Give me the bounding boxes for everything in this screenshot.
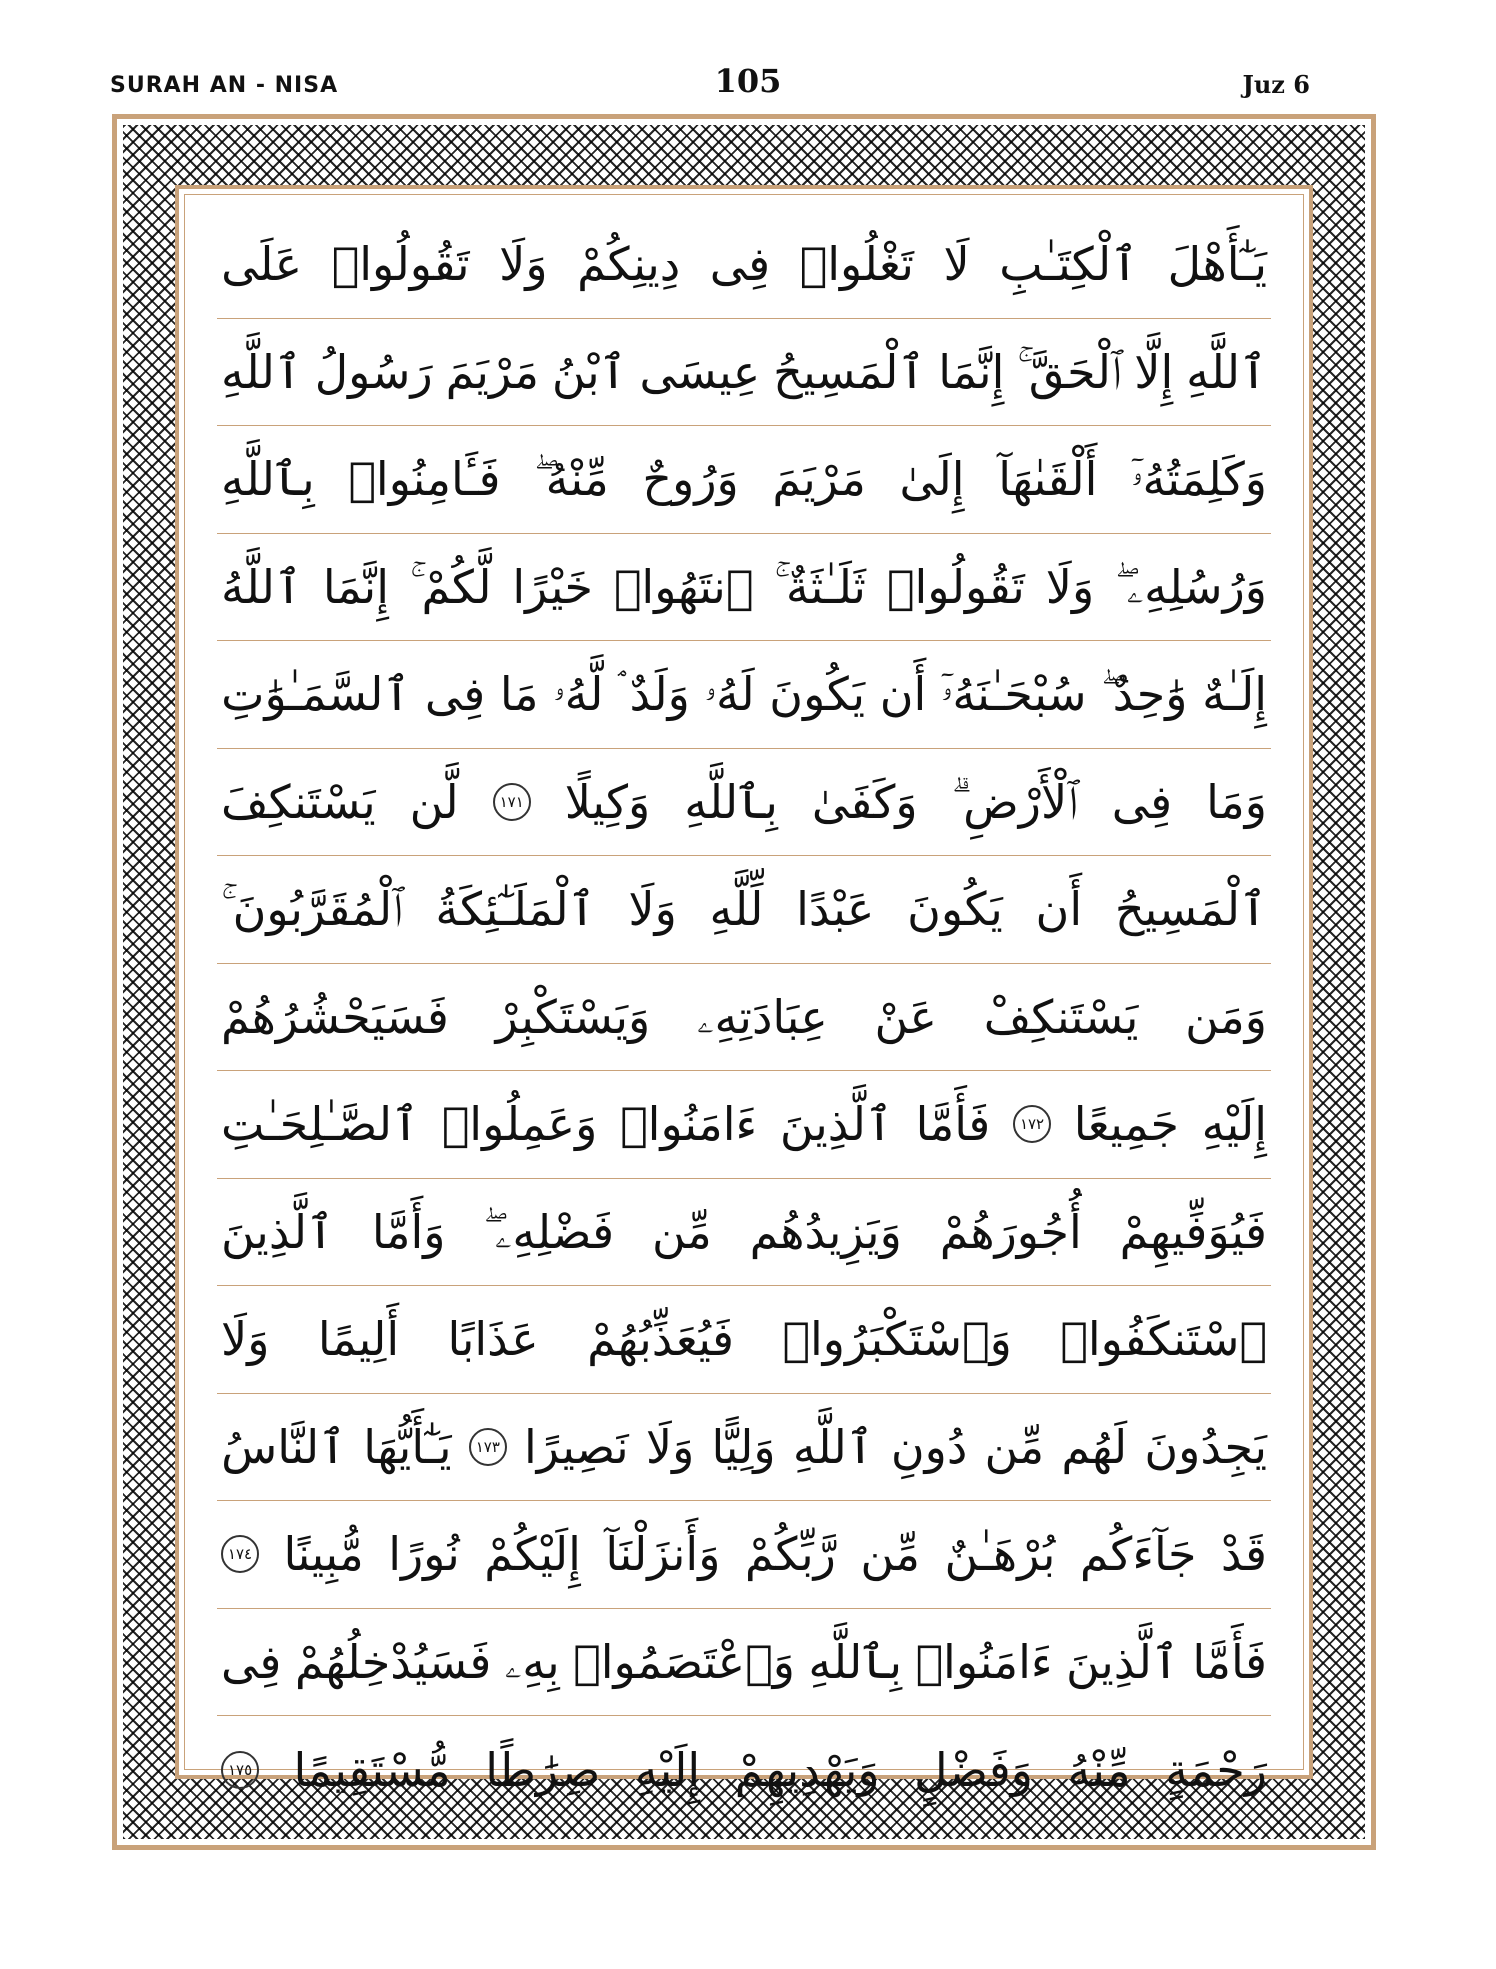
word: وَكِيلًا: [564, 774, 651, 829]
word: أَن: [1035, 882, 1083, 937]
word: عَبْدًا: [796, 882, 875, 937]
word: صِرَٰطًا: [485, 1742, 601, 1797]
word: وَأَمَّا: [371, 1204, 446, 1259]
word: رَّبِّكُمْ: [744, 1527, 836, 1582]
ayah-number-marker: ١٧١: [493, 783, 531, 821]
word: ٱلْمَلَـٰٓئِكَةُ: [435, 882, 596, 937]
text-line: [217, 856, 1271, 964]
word: تَقُولُوا۟: [886, 559, 1025, 614]
word: بِهِۦ: [504, 1634, 560, 1689]
word: وَٱسْتَكْبَرُوا۟: [782, 1312, 1012, 1367]
word: دُونِ: [890, 1419, 968, 1474]
text-line: [217, 749, 1271, 857]
word: ٱلَّذِينَ: [221, 1204, 334, 1259]
word: وَرُوحٌ: [642, 452, 739, 507]
word: يَكُونَ: [769, 667, 866, 722]
word: فَسَيُدْخِلُهُمْ: [294, 1634, 492, 1689]
word: فَأَمَّا: [1192, 1634, 1267, 1689]
word: لَّكُمْ ۚ: [409, 559, 492, 614]
text-line: [217, 641, 1271, 749]
text-line: [217, 319, 1271, 427]
text-line: [217, 1609, 1271, 1717]
word: مُّسْتَقِيمًا: [293, 1742, 451, 1797]
word: ٱلصَّـٰلِحَـٰتِ: [221, 1097, 419, 1152]
word: ٱنتَهُوا۟: [613, 559, 754, 614]
word: وَرُسُلِهِۦ ۖ: [1115, 559, 1267, 614]
word: مِّن: [652, 1204, 712, 1259]
word: يَكُونَ: [907, 882, 1003, 937]
page-number: 105: [714, 62, 782, 100]
word: وَيَسْتَكْبِرْ: [495, 989, 651, 1044]
word: مَرْيَمَ: [445, 344, 539, 399]
word: فَسَيَحْشُرُهُمْ: [221, 989, 449, 1044]
word: مُّبِينًا: [283, 1527, 364, 1582]
word: تَغْلُوا۟: [799, 237, 914, 292]
word: ٱللَّهِ: [1186, 344, 1267, 399]
juz-label: Juz 6: [1242, 70, 1310, 99]
word: خَيْرًا: [512, 559, 593, 614]
word: وَعَمِلُوا۟: [441, 1097, 598, 1152]
word: يَـٰٓأَيُّهَا: [363, 1419, 452, 1474]
word: ٱسْتَنكَفُوا۟: [1060, 1312, 1267, 1367]
word: نُورًا: [388, 1527, 460, 1582]
word: عِبَادَتِهِۦ: [697, 989, 828, 1044]
word: نَصِيرًا: [523, 1419, 629, 1474]
word: وَمَن: [1185, 989, 1267, 1044]
text-panel: [175, 185, 1313, 1797]
word: ٱلْأَرْضِ ۗ: [951, 774, 1078, 829]
word: ٱلْمُقَرَّبُونَ ۚ: [221, 882, 403, 937]
word: وَلَدٌ ۘ: [617, 667, 690, 722]
word: وَلَا: [1045, 559, 1095, 614]
word: فَيُوَفِّيهِمْ: [1119, 1204, 1267, 1259]
word: جَمِيعًا: [1073, 1097, 1179, 1152]
word: إِلَيْهِ: [1201, 1097, 1267, 1152]
word: ءَامَنُوا۟: [620, 1097, 758, 1152]
word: فِى: [424, 667, 486, 722]
word: وَكَفَىٰ: [811, 774, 918, 829]
word: أَلْقَىٰهَآ: [998, 452, 1098, 507]
word: مِّن: [860, 1527, 920, 1582]
text-line: [217, 1286, 1271, 1394]
text-line: [217, 1394, 1271, 1502]
word: تَقُولُوا۟: [331, 237, 470, 292]
word: يَسْتَنكِفَ: [221, 774, 376, 829]
word: مِّنْهُ ۖ: [534, 452, 609, 507]
word: وَمَا: [1206, 774, 1267, 829]
text-line: [217, 1501, 1271, 1609]
word: وَلَا: [645, 1419, 695, 1474]
word: بِٱللَّهِ: [808, 1634, 903, 1689]
word: عَنْ: [874, 989, 937, 1044]
word: رَسُولُ: [314, 344, 433, 399]
word: ٱلَّذِينَ: [779, 1097, 893, 1152]
word: فِى: [709, 237, 771, 292]
word: بِٱللَّهِ: [684, 774, 778, 829]
word: ٱلْحَقَّ ۚ: [1017, 344, 1122, 399]
word: دِينِكُمْ: [577, 237, 681, 292]
page-frame: [112, 114, 1376, 1850]
word: ٱلسَّمَـٰوَٰتِ: [221, 667, 411, 722]
word: وَأَنزَلْنَآ: [605, 1527, 721, 1582]
word: عِيسَى: [639, 344, 761, 399]
word: ءَامَنُوا۟: [915, 1634, 1053, 1689]
word: إِلَـٰهٌ: [1202, 667, 1267, 722]
surah-title: SURAH AN - NISA: [110, 73, 339, 98]
word: وَيَزِيدُهُم: [749, 1204, 902, 1259]
page-header: [0, 0, 1496, 110]
word: وَكَلِمَتُهُۥٓ: [1131, 452, 1267, 507]
word: وَٰحِدٌ ۖ: [1101, 667, 1188, 722]
word: مِّنْهُ: [1067, 1742, 1131, 1797]
word: فِى: [221, 1634, 282, 1689]
word: ٱلْمَسِيحُ: [1114, 882, 1267, 937]
ayah-number-marker: ١٧٥: [221, 1751, 259, 1789]
ayah-number-marker: ١٧٢: [1013, 1105, 1051, 1143]
word: بِٱللَّهِ: [221, 452, 315, 507]
word: ٱللَّهِ: [792, 1419, 874, 1474]
word: وَفَضْلٍ: [914, 1742, 1033, 1797]
word: ٱبْنُ: [551, 344, 627, 399]
word: مَا: [499, 667, 539, 722]
word: ثَلَـٰثَةٌ ۚ: [774, 559, 866, 614]
word: فَـَٔامِنُوا۟: [348, 452, 501, 507]
word: لَهُم: [1061, 1419, 1128, 1474]
word: سُبْحَـٰنَهُۥٓ: [940, 667, 1087, 722]
word: يَجِدُونَ: [1144, 1419, 1267, 1474]
word: إِلَيْهِ: [634, 1742, 701, 1797]
word: لَّن: [409, 774, 459, 829]
word: لَهُۥ: [704, 667, 755, 722]
word: وَيَهْدِيهِمْ: [734, 1742, 880, 1797]
word: مِّن: [984, 1419, 1045, 1474]
word: إِلَىٰ: [899, 452, 965, 507]
word: ٱللَّهُ: [221, 559, 302, 614]
text-line: [217, 426, 1271, 534]
word: أَلِيمًا: [317, 1312, 400, 1367]
word: يَسْتَنكِفْ: [983, 989, 1139, 1044]
text-line: [217, 1716, 1271, 1824]
word: ٱلْكِتَـٰبِ: [999, 237, 1139, 292]
text-line: [217, 1071, 1271, 1179]
word: جَآءَكُم: [1079, 1527, 1197, 1582]
ayah-number-marker: ١٧٣: [469, 1428, 507, 1466]
word: ٱلَّذِينَ: [1065, 1634, 1179, 1689]
word: إِنَّمَا: [938, 344, 1005, 399]
word: مَرْيَمَ: [772, 452, 866, 507]
word: إِلَّا: [1134, 344, 1174, 399]
word: لِّلَّهِ: [709, 882, 764, 937]
ayah-number-marker: ١٧٤: [221, 1535, 259, 1573]
text-line: [217, 964, 1271, 1072]
word: وَٱعْتَصَمُوا۟: [573, 1634, 795, 1689]
word: أُجُورَهُمْ: [939, 1204, 1082, 1259]
word: رَحْمَةٍ: [1165, 1742, 1267, 1797]
word: بُرْهَـٰنٌ: [944, 1527, 1056, 1582]
word: فَضْلِهِۦ ۖ: [483, 1204, 615, 1259]
word: ٱلْمَسِيحُ: [773, 344, 926, 399]
word: وَلَا: [221, 1312, 270, 1367]
word: إِنَّمَا: [322, 559, 390, 614]
word: يَـٰٓأَهْلَ: [1167, 237, 1267, 292]
word: عَذَابًا: [447, 1312, 539, 1367]
word: وَلَا: [628, 882, 677, 937]
text-line: [217, 1179, 1271, 1287]
word: أَن: [879, 667, 927, 722]
word: فَأَمَّا: [915, 1097, 991, 1152]
word: ٱللَّهِ: [221, 344, 302, 399]
quran-text-lines: [217, 211, 1271, 1797]
text-line: [217, 534, 1271, 642]
word: وَلِيًّا: [711, 1419, 776, 1474]
text-line: [217, 211, 1271, 319]
word: قَدْ: [1220, 1527, 1267, 1582]
word: لَا: [943, 237, 970, 292]
word: إِلَيْكُمْ: [484, 1527, 581, 1582]
word: فَيُعَذِّبُهُمْ: [587, 1312, 734, 1367]
word: عَلَى: [221, 237, 303, 292]
word: فِى: [1111, 774, 1173, 829]
word: وَلَا: [499, 237, 548, 292]
word: لَّهُۥ: [553, 667, 604, 722]
word: ٱلنَّاسُ: [221, 1419, 347, 1474]
